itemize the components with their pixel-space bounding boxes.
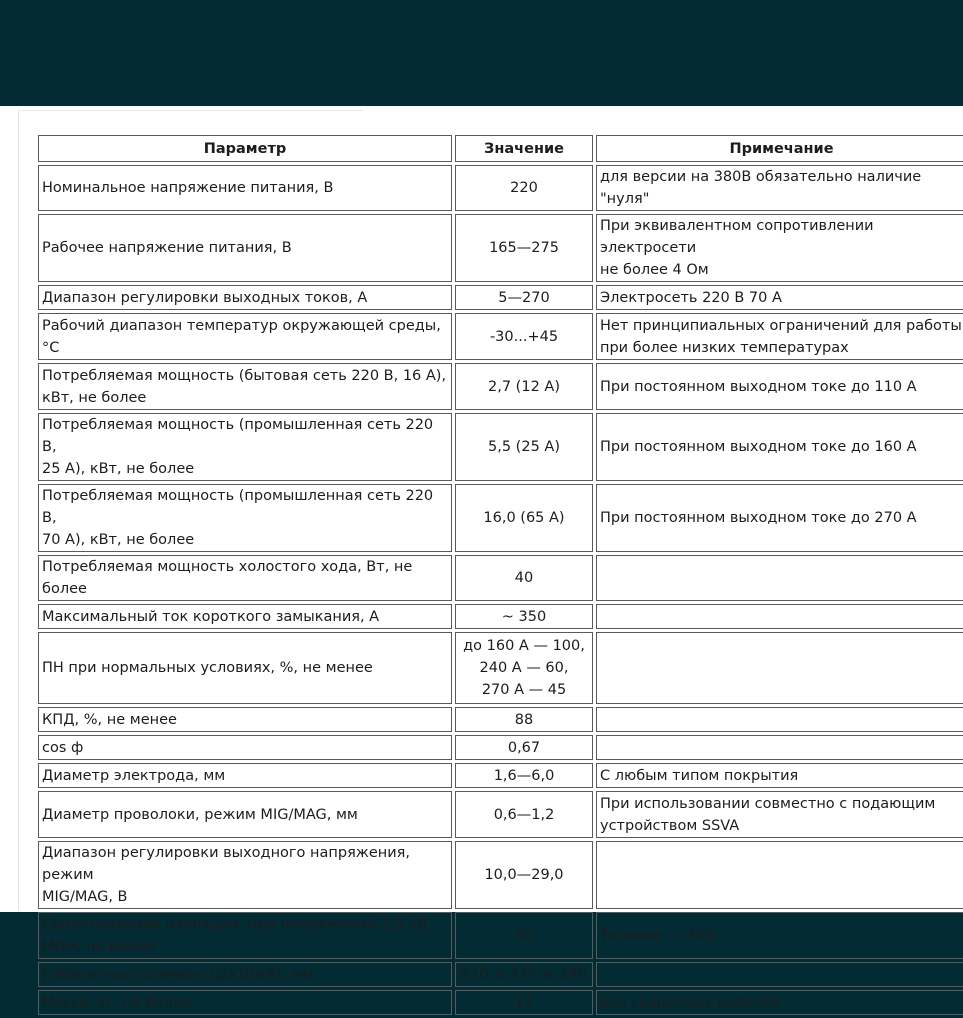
param-cell: Диаметр проволоки, режим MIG/MAG, мм — [38, 791, 452, 838]
note-cell — [596, 735, 963, 760]
value-cell: 40 — [455, 555, 593, 601]
note-cell — [596, 555, 963, 601]
table-row — [38, 791, 963, 838]
note-cell — [596, 707, 963, 732]
note-cell: При использовании совместно с подающим устройством SSVA — [596, 791, 963, 838]
param-cell: Потребляемая мощность холостого хода, Вт, не более — [38, 555, 452, 601]
value-cell: 0,67 — [455, 735, 593, 760]
value-cell: 510 × 175 × 240 — [455, 962, 593, 987]
param-cell: Диапазон регулировки выходного напряжения, режим MIG/MAG, В — [38, 841, 452, 909]
value-cell: 50 — [455, 912, 593, 959]
table-row — [38, 962, 963, 987]
param-cell: Максимальный ток короткого замыкания, А — [38, 604, 452, 629]
param-cell: Масса, кг, не более — [38, 990, 452, 1015]
param-cell: Потребляемая мощность (промышленная сеть 220 В, 70 А), кВт, не более — [38, 484, 452, 552]
value-cell: 16,0 (65 А) — [455, 484, 593, 552]
table-row — [38, 413, 963, 481]
note-cell: При постоянном выходном токе до 270 А — [596, 484, 963, 552]
table-row — [38, 604, 963, 629]
table-row — [38, 632, 963, 704]
param-cell: Потребляемая мощность (промышленная сеть 220 В, 25 А), кВт, не более — [38, 413, 452, 481]
value-cell: 0,6—1,2 — [455, 791, 593, 838]
table-row — [38, 313, 963, 360]
note-cell — [596, 604, 963, 629]
note-cell: для версии на 380В обязательно наличие "нуля" — [596, 165, 963, 211]
param-cell: Рабочее напряжение питания, В — [38, 214, 452, 282]
table-row — [38, 912, 963, 959]
table-row — [38, 735, 963, 760]
value-cell: 12 — [455, 990, 593, 1015]
note-cell — [596, 632, 963, 704]
param-cell: ПН при нормальных условиях, %, не менее — [38, 632, 452, 704]
page-edge — [18, 110, 19, 910]
note-cell: При эквивалентном сопротивлении электросети не более 4 Ом — [596, 214, 963, 282]
value-cell: до 160 А — 100, 240 А — 60, 270 А — 45 — [455, 632, 593, 704]
table-row — [38, 214, 963, 282]
header-value: Значение — [455, 135, 593, 162]
value-cell: 88 — [455, 707, 593, 732]
note-cell: Нет принципиальных ограничений для работы при более низких температурах — [596, 313, 963, 360]
value-cell: 220 — [455, 165, 593, 211]
note-cell: С любым типом покрытия — [596, 763, 963, 788]
table-row — [38, 841, 963, 909]
value-cell: ~ 350 — [455, 604, 593, 629]
table-row — [38, 363, 963, 410]
table-header-row — [38, 135, 963, 162]
page-top-edge — [18, 110, 363, 111]
value-cell: 5,5 (25 А) — [455, 413, 593, 481]
param-cell: КПД, %, не менее — [38, 707, 452, 732]
param-cell: Сопротивление изоляции, при напряжении 2,5 кВ, МОм, не менее — [38, 912, 452, 959]
header-note: Примечание — [596, 135, 963, 162]
param-cell: Рабочий диапазон температур окружающей среды, °С — [38, 313, 452, 360]
value-cell: -30...+45 — [455, 313, 593, 360]
value-cell: 1,6—6,0 — [455, 763, 593, 788]
value-cell: 5—270 — [455, 285, 593, 310]
note-cell: Электросеть 220 В 70 А — [596, 285, 963, 310]
note-cell: При постоянном выходном токе до 110 А — [596, 363, 963, 410]
note-cell: Без сварочных кабелей — [596, 990, 963, 1015]
table-row — [38, 707, 963, 732]
note-cell — [596, 962, 963, 987]
table-row — [38, 484, 963, 552]
param-cell: Потребляемая мощность (бытовая сеть 220 В, 16 А), кВт, не более — [38, 363, 452, 410]
table-row — [38, 763, 963, 788]
param-cell: Габаритные размеры (Д×Ш×В), мм — [38, 962, 452, 987]
value-cell: 10,0—29,0 — [455, 841, 593, 909]
table-row — [38, 285, 963, 310]
param-cell: cos ф — [38, 735, 452, 760]
note-cell — [596, 841, 963, 909]
table-row — [38, 555, 963, 601]
table-row — [38, 990, 963, 1015]
param-cell: Диапазон регулировки выходных токов, А — [38, 285, 452, 310]
header-parameter: Параметр — [38, 135, 452, 162]
value-cell: 165—275 — [455, 214, 593, 282]
value-cell: 2,7 (12 А) — [455, 363, 593, 410]
note-cell: При постоянном выходном токе до 160 А — [596, 413, 963, 481]
param-cell: Диаметр электрода, мм — [38, 763, 452, 788]
spec-table — [35, 132, 963, 1018]
note-cell: Типовое — 300 — [596, 912, 963, 959]
param-cell: Номинальное напряжение питания, В — [38, 165, 452, 211]
table-row — [38, 165, 963, 211]
